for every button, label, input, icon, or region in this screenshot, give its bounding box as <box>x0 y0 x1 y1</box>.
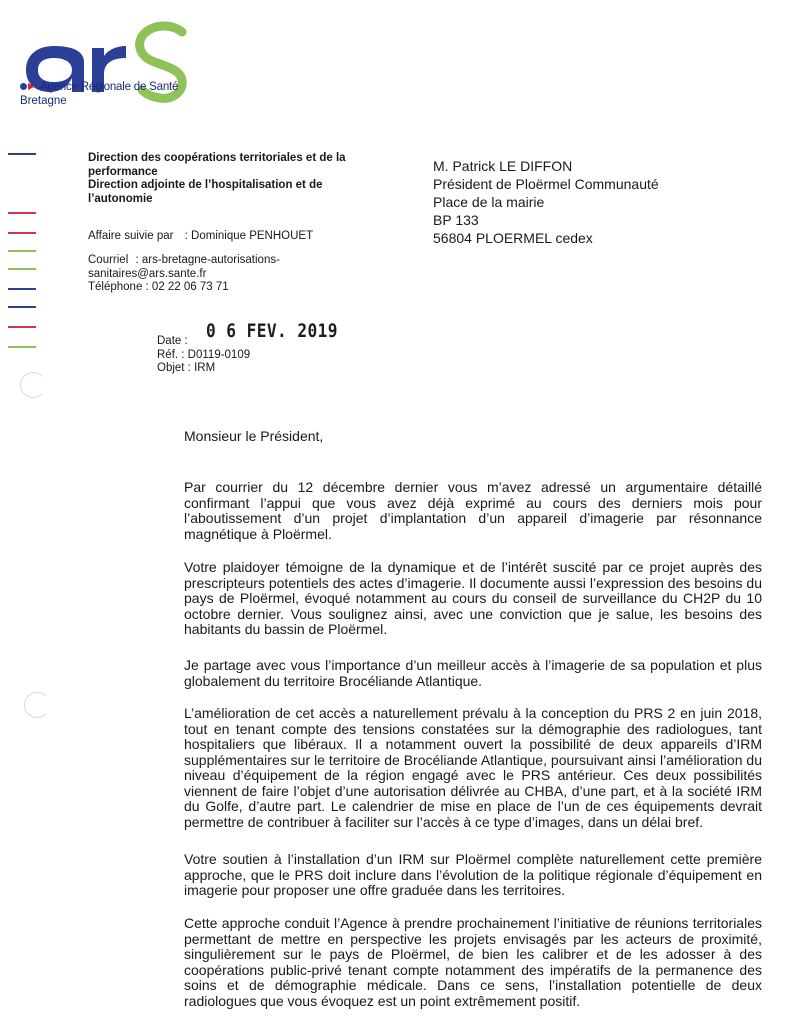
punch-hole <box>24 692 50 718</box>
courriel-label: Courriel <box>88 254 129 266</box>
logo-caption <box>20 80 178 108</box>
margin-line <box>8 326 36 328</box>
recipient-address-1: Place de la mairie <box>433 194 545 210</box>
recipient-address <box>433 157 793 247</box>
paragraph: L’amélioration de cet accès a naturellement prévalu à la conception du PRS 2 en juin 2018, tout en tenant compte des tensions constatées sur la démographie des radiologues, tant hospitaliers que libéraux. Il a notamment ouvert la possibilité de deux appareils d’IRM supplémentaires sur le territoire de Brocéliande Atlantique, poursuivant ainsi l’amélioration du niveau d’équipement de la région engagé avec le PRS antérieur. Ces deux possibilités viennent de faire l’objet d’une autorisation délivrée au CHBA, d’une part, et à la société IRM du Golfe, d’autre part. Le calendrier de mise en place de l’un de ces équipements devrait permettre de contribuer à faciliter sur l’accès à ce type d’images, dans un délai bref. <box>184 705 762 830</box>
margin-line <box>8 268 36 270</box>
recipient-title: Président de Ploërmel Communauté <box>433 176 659 192</box>
recipient-name: M. Patrick LE DIFFON <box>433 158 573 174</box>
margin-line <box>8 306 36 308</box>
logo-org-name: Agence Régionale de Santé <box>40 81 179 93</box>
margin-line <box>8 288 36 290</box>
recipient-address-2: BP 133 <box>433 212 479 228</box>
sender-directions <box>88 152 368 206</box>
courriel-value-2: sanitaires@ars.sante.fr <box>88 267 207 280</box>
affaire-line <box>88 230 313 244</box>
margin-line <box>8 153 36 155</box>
paragraph: Votre plaidoyer témoigne de la dynamique et de l’intérêt suscité par ce projet auprès des prescripteurs potentiels des actes d’imagerie. Il documente aussi l’expression des besoins du pays de Ploërmel, évoqué notamment au cours du conseil de surveillance du CH2P du 10 octobre dernier. Vous soulignez ainsi, avec une conviction que je salue, les besoins des habitants du bassin de Ploërmel. <box>184 559 762 637</box>
contact-block <box>88 254 280 295</box>
recipient-city: 56804 PLOERMEL cedex <box>433 230 593 246</box>
paragraph: Cette approche conduit l’Agence à prendre prochainement l’initiative de réunions territoriales permettant de mettre en perspective les projets envisagés par les acteurs de proximité, singulièrement sur le pays de Ploërmel, de bien les calibrer et de les adosser à des coopérations public-privé tenant compte notamment des impératifs de la permanence des soins et de démographie médicale. Dans ce sens, l’installation potentielle de deux radiologues que vous évoquez est un point extrêmement positif. <box>184 915 762 1009</box>
margin-line <box>8 250 36 252</box>
logo-region: Bretagne <box>20 95 67 107</box>
objet: Objet : IRM <box>157 362 216 374</box>
telephone: Téléphone : 02 22 06 73 71 <box>88 281 229 293</box>
date-label: Date : <box>157 335 188 347</box>
margin-line <box>8 232 36 234</box>
paragraph: Votre soutien à l’installation d’un IRM sur Ploërmel complète naturellement cette première approche, que le PRS doit inclure dans l’évolution de la politique régionale d’équipement en imagerie pour proposer une offre graduée dans les territoires. <box>184 851 762 898</box>
salutation: Monsieur le Président, <box>184 428 324 444</box>
margin-line <box>8 212 36 214</box>
courriel-value: : ars-bretagne-autorisations- <box>135 254 280 266</box>
paragraph: Je partage avec vous l’importance d’un meilleur accès à l’imagerie de sa population et plus globalement du territoire Brocéliande Atlantique. <box>184 657 762 689</box>
affaire-label: Affaire suivie par <box>88 230 174 242</box>
margin-line <box>8 346 36 348</box>
reference: Réf. : D0119-0109 <box>157 349 251 361</box>
date-stamp: 0 6 FEV. 2019 <box>206 320 338 342</box>
paragraph: Par courrier du 12 décembre dernier vous m’avez adressé un argumentaire détaillé confirmant l’appui que vous avez déjà exprimé au cours des derniers mois pour l’aboutissement d’un projet d’implantation d’un appareil d’imagerie par résonnance magnétique à Ploërmel. <box>184 479 762 542</box>
affaire-value: : Dominique PENHOUET <box>184 230 314 242</box>
sender-direction-1: Direction des coopérations territoriales et de la performance <box>88 152 346 178</box>
sender-direction-2: Direction adjointe de l’hospitalisation et de l’autonomie <box>88 179 323 205</box>
logo-dots-icon <box>20 82 38 91</box>
punch-hole <box>20 372 46 398</box>
